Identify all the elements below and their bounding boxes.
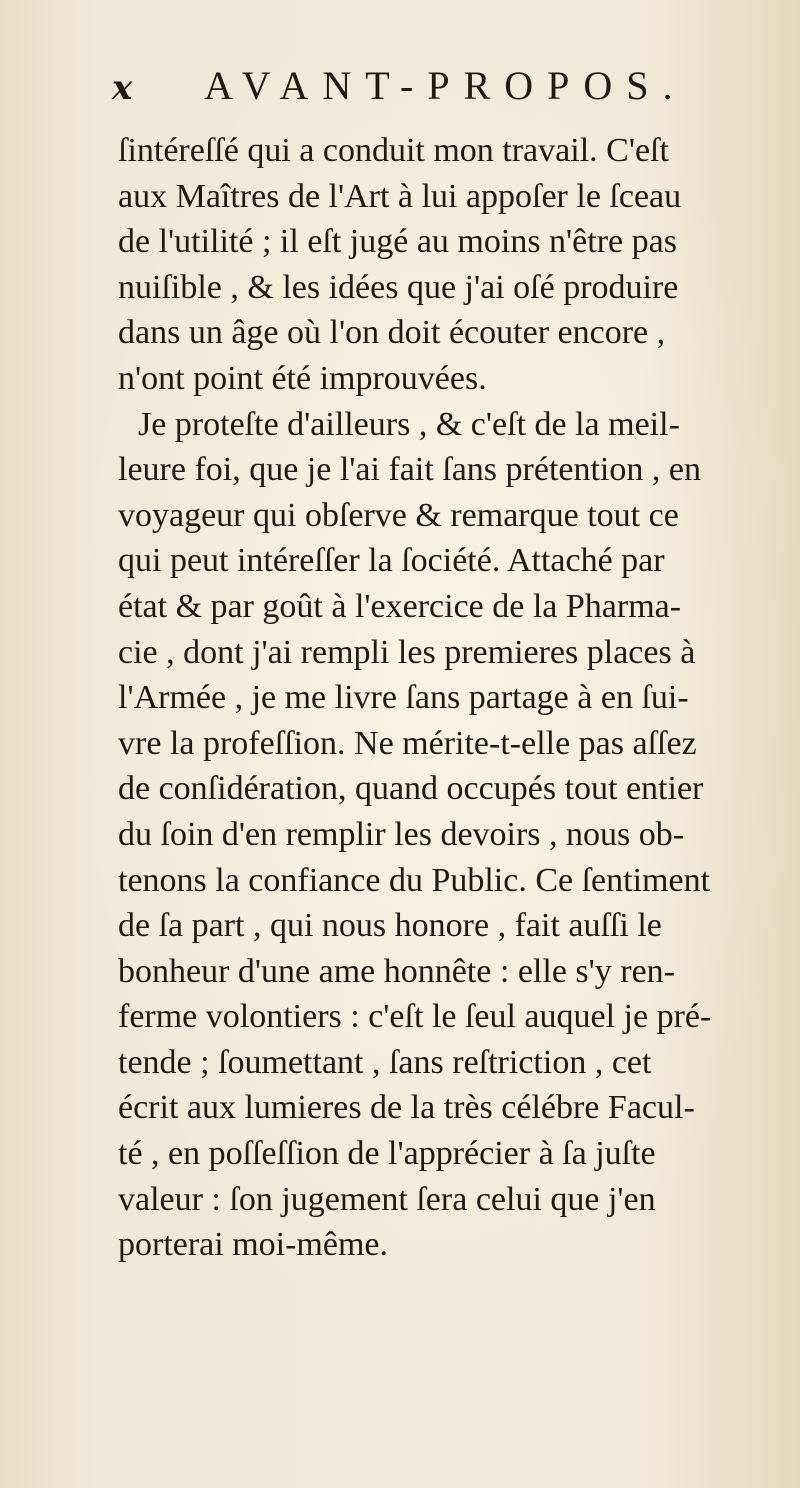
- text-line: cie , dont j'ai rempli les premieres places à: [118, 633, 696, 671]
- text-line: ferme volontiers : c'eſt le ſeul auquel je pré-: [118, 998, 712, 1036]
- text-line: porterai moi-même.: [118, 1226, 389, 1264]
- text-line: l'Armée , je me livre ſans partage à en ſui-: [118, 679, 689, 717]
- text-line: nuiſible , & les idées que j'ai oſé produire: [118, 268, 679, 306]
- text-line: dans un âge où l'on doit écouter encore ,: [118, 314, 666, 352]
- page-header: [112, 62, 712, 112]
- text-line: n'ont point été improuvées.: [118, 359, 487, 397]
- text-line: de ſa part , qui nous honore , fait auſſi le: [118, 907, 662, 945]
- text-line: écrit aux lumieres de la très célébre Facul-: [118, 1089, 695, 1127]
- running-title: AVANT-PROPOS.: [204, 63, 687, 108]
- page-number: x: [112, 68, 134, 108]
- text-line: du ſoin d'en remplir les devoirs , nous ob-: [118, 815, 685, 853]
- text-line: valeur : ſon jugement ſera celui que j'en: [118, 1180, 656, 1218]
- text-line: vre la profeſſion. Ne mérite-t-elle pas aſſez: [118, 724, 697, 762]
- text-line: qui peut intéreſſer la ſociété. Attaché par: [118, 542, 665, 580]
- paragraph-start-line: Je proteſte d'ailleurs , & c'eſt de la meil-: [138, 405, 680, 443]
- text-line: ſintéreſſé qui a conduit mon travail. C'eſt: [118, 132, 669, 169]
- text-line: té , en poſſeſſion de l'apprécier à ſa juſte: [118, 1135, 656, 1173]
- text-line: de conſidération, quand occupés tout entier: [118, 770, 704, 808]
- text-line: aux Maîtres de l'Art à lui appoſer le ſceau: [118, 177, 682, 215]
- text-line: tende ; ſoumettant , ſans reſtriction , cet: [118, 1043, 652, 1081]
- text-line: bonheur d'une ame honnête : elle s'y ren-: [118, 952, 675, 990]
- text-line: état & par goût à l'exercice de la Pharma-: [118, 587, 682, 625]
- text-line: leure foi, que je l'ai fait ſans prétention , en: [118, 451, 701, 489]
- text-line: tenons la confiance du Public. Ce ſentiment: [118, 861, 711, 899]
- text-line: de l'utilité ; il eſt jugé au moins n'être pas: [118, 223, 677, 261]
- body-text: [118, 128, 798, 1268]
- text-line: voyageur qui obſerve & remarque tout ce: [118, 496, 679, 534]
